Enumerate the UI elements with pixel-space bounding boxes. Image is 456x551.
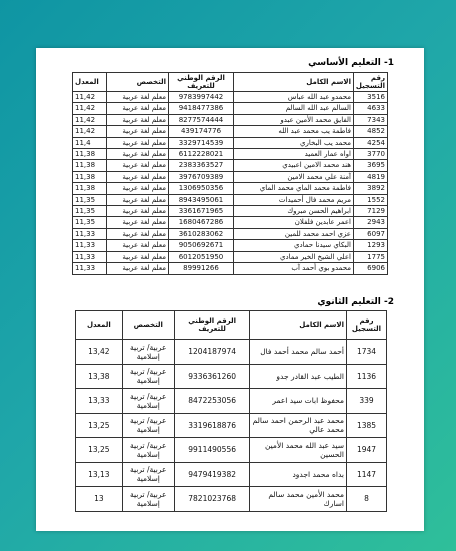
cell-name: فاطمة محمد الماي محمد الماي (234, 183, 354, 194)
cell-national-id: 9911490556 (174, 438, 250, 463)
cell-specialty: معلم لغة عربية (107, 92, 169, 103)
cell-name: السالم عبد الله السالم (234, 103, 354, 114)
cell-average: 13,13 (76, 462, 123, 487)
cell-national-id: 1680467286 (169, 217, 234, 228)
cell-name: محمد يب البخاري (234, 137, 354, 148)
header-average: المعدل (76, 311, 123, 340)
cell-name: آمنة علي محمد الامين (234, 171, 354, 182)
header-name: الاسم الكامل (234, 73, 354, 92)
cell-average: 13,33 (76, 389, 123, 414)
cell-average: 11,42 (73, 103, 107, 114)
cell-average: 11,4 (73, 137, 107, 148)
cell-reg: 3516 (354, 92, 388, 103)
cell-reg: 3695 (354, 160, 388, 171)
table-row (73, 114, 388, 125)
header-average: المعدل (73, 73, 107, 92)
cell-specialty: عربية/ تربية إسلامية (122, 487, 174, 512)
cell-average: 11,42 (73, 126, 107, 137)
cell-reg: 4819 (354, 171, 388, 182)
cell-national-id: 8943495061 (169, 194, 234, 205)
basic-education-table (72, 72, 388, 275)
table-row (73, 194, 388, 205)
cell-reg: 1147 (347, 462, 387, 487)
table-row (76, 364, 387, 389)
cell-specialty: عربية/ تربية إسلامية (122, 389, 174, 414)
cell-average: 11,42 (73, 114, 107, 125)
table-row (73, 183, 388, 194)
cell-reg: 1385 (347, 413, 387, 438)
cell-average: 13 (76, 487, 123, 512)
cell-name: الطيب عبد القادر جدو (250, 364, 347, 389)
cell-average: 11,38 (73, 183, 107, 194)
cell-name: محمدو عبد الله عباس (234, 92, 354, 103)
cell-reg: 2943 (354, 217, 388, 228)
cell-national-id: 439174776 (169, 126, 234, 137)
cell-reg: 1136 (347, 364, 387, 389)
cell-average: 11,38 (73, 171, 107, 182)
cell-name: بداه محمد اجدود (250, 462, 347, 487)
table-row (73, 251, 388, 262)
cell-average: 11,35 (73, 206, 107, 217)
cell-national-id: 9050692671 (169, 240, 234, 251)
cell-average: 13,25 (76, 413, 123, 438)
cell-specialty: معلم لغة عربية (107, 149, 169, 160)
table-row (73, 228, 388, 239)
cell-specialty: معلم لغة عربية (107, 160, 169, 171)
cell-national-id: 6012051950 (169, 251, 234, 262)
cell-specialty: معلم لغة عربية (107, 228, 169, 239)
cell-reg: 4633 (354, 103, 388, 114)
cell-name: الفايق محمد الأمين عبدو (234, 114, 354, 125)
cell-average: 11,38 (73, 149, 107, 160)
cell-specialty: معلم لغة عربية (107, 114, 169, 125)
cell-national-id: 3329714539 (169, 137, 234, 148)
cell-national-id: 9336361260 (174, 364, 250, 389)
table-row (76, 487, 387, 512)
table-row (73, 171, 388, 182)
document-page (36, 48, 424, 531)
header-national-id: الرقم الوطني للتعريف (174, 311, 250, 340)
cell-name: محمد الأمين محمد سالم اسارك (250, 487, 347, 512)
cell-name: محمدو بوي أحمد آب (234, 263, 354, 274)
cell-specialty: معلم لغة عربية (107, 217, 169, 228)
cell-average: 11,35 (73, 194, 107, 205)
header-reg: رقم التسجيل (354, 73, 388, 92)
cell-name: اعلي الشيخ الخير ممادي (234, 251, 354, 262)
cell-reg: 1947 (347, 438, 387, 463)
header-specialty: التخصص (122, 311, 174, 340)
cell-average: 11,42 (73, 92, 107, 103)
cell-specialty: عربية/ تربية إسلامية (122, 364, 174, 389)
table-row (73, 126, 388, 137)
table-row (73, 149, 388, 160)
section1-title: 1- التعليم الأساسي (308, 58, 394, 68)
table-row (73, 137, 388, 148)
cell-national-id: 6112228021 (169, 149, 234, 160)
cell-name: عزي احمد محمد للمين (234, 228, 354, 239)
cell-reg: 4254 (354, 137, 388, 148)
cell-specialty: عربية/ تربية إسلامية (122, 462, 174, 487)
cell-average: 13,25 (76, 438, 123, 463)
table-row (73, 217, 388, 228)
cell-national-id: 3361671965 (169, 206, 234, 217)
table-header-row (76, 311, 387, 340)
cell-name: البكاي سيدنا حمادي (234, 240, 354, 251)
cell-specialty: عربية/ تربية إسلامية (122, 340, 174, 365)
cell-reg: 7129 (354, 206, 388, 217)
cell-national-id: 89991266 (169, 263, 234, 274)
cell-specialty: عربية/ تربية إسلامية (122, 413, 174, 438)
cell-average: 13,42 (76, 340, 123, 365)
cell-reg: 1734 (347, 340, 387, 365)
cell-specialty: معلم لغة عربية (107, 103, 169, 114)
cell-specialty: معلم لغة عربية (107, 206, 169, 217)
cell-average: 11,33 (73, 251, 107, 262)
cell-average: 13,38 (76, 364, 123, 389)
section2-title: 2- التعليم الثانوي (317, 297, 394, 307)
table-row (76, 389, 387, 414)
cell-specialty: معلم لغة عربية (107, 183, 169, 194)
cell-reg: 1293 (354, 240, 388, 251)
header-national-id: الرقم الوطني للتعريف (169, 73, 234, 92)
cell-national-id: 1204187974 (174, 340, 250, 365)
header-specialty: التخصص (107, 73, 169, 92)
cell-national-id: 3976709389 (169, 171, 234, 182)
cell-name: فاطمة يب محمد عبد الله (234, 126, 354, 137)
cell-average: 11,33 (73, 263, 107, 274)
cell-name: محفوظ ابات سيد اعمر (250, 389, 347, 414)
cell-specialty: عربية/ تربية إسلامية (122, 438, 174, 463)
cell-specialty: معلم لغة عربية (107, 251, 169, 262)
cell-national-id: 1306950356 (169, 183, 234, 194)
cell-reg: 7343 (354, 114, 388, 125)
cell-specialty: معلم لغة عربية (107, 194, 169, 205)
cell-name: محمد عبد الرحمن احمد سالم محمد عالي (250, 413, 347, 438)
cell-name: أحمد سالم محمد أحمد فال (250, 340, 347, 365)
cell-average: 11,33 (73, 228, 107, 239)
cell-reg: 1552 (354, 194, 388, 205)
table-row (73, 206, 388, 217)
table-row (76, 438, 387, 463)
cell-name: اواه عمار العميد (234, 149, 354, 160)
table-row (76, 413, 387, 438)
table-row (73, 263, 388, 274)
cell-national-id: 7821023768 (174, 487, 250, 512)
cell-reg: 3770 (354, 149, 388, 160)
table-row (76, 462, 387, 487)
cell-national-id: 9479419382 (174, 462, 250, 487)
cell-average: 11,33 (73, 240, 107, 251)
cell-average: 11,35 (73, 217, 107, 228)
cell-average: 11,38 (73, 160, 107, 171)
cell-specialty: معلم لغة عربية (107, 240, 169, 251)
cell-specialty: معلم لغة عربية (107, 126, 169, 137)
cell-specialty: معلم لغة عربية (107, 137, 169, 148)
table-row (73, 92, 388, 103)
table-row (76, 340, 387, 365)
secondary-education-table (75, 310, 387, 512)
cell-reg: 3892 (354, 183, 388, 194)
cell-name: سيد عبد الله محمد الأمين الحسين (250, 438, 347, 463)
header-reg: رقم التسجيل (347, 311, 387, 340)
header-name: الاسم الكامل (250, 311, 347, 340)
cell-reg: 6906 (354, 263, 388, 274)
cell-reg: 4852 (354, 126, 388, 137)
cell-national-id: 8277574444 (169, 114, 234, 125)
cell-reg: 6097 (354, 228, 388, 239)
cell-name: اعمر عابدين فلفلان (234, 217, 354, 228)
cell-reg: 339 (347, 389, 387, 414)
cell-specialty: معلم لغة عربية (107, 263, 169, 274)
cell-national-id: 9418477386 (169, 103, 234, 114)
cell-national-id: 9783997442 (169, 92, 234, 103)
table-header-row (73, 73, 388, 92)
cell-national-id: 8472253056 (174, 389, 250, 414)
cell-reg: 1775 (354, 251, 388, 262)
cell-reg: 8 (347, 487, 387, 512)
cell-national-id: 3610283062 (169, 228, 234, 239)
cell-name: هند محمد الامين اعبيدي (234, 160, 354, 171)
cell-national-id: 3319618876 (174, 413, 250, 438)
table-row (73, 160, 388, 171)
cell-name: مريم محمد فال أحميدات (234, 194, 354, 205)
cell-national-id: 2383363527 (169, 160, 234, 171)
cell-specialty: معلم لغة عربية (107, 171, 169, 182)
table-row (73, 103, 388, 114)
cell-name: ابراهيم الحسن مبروك (234, 206, 354, 217)
table-row (73, 240, 388, 251)
